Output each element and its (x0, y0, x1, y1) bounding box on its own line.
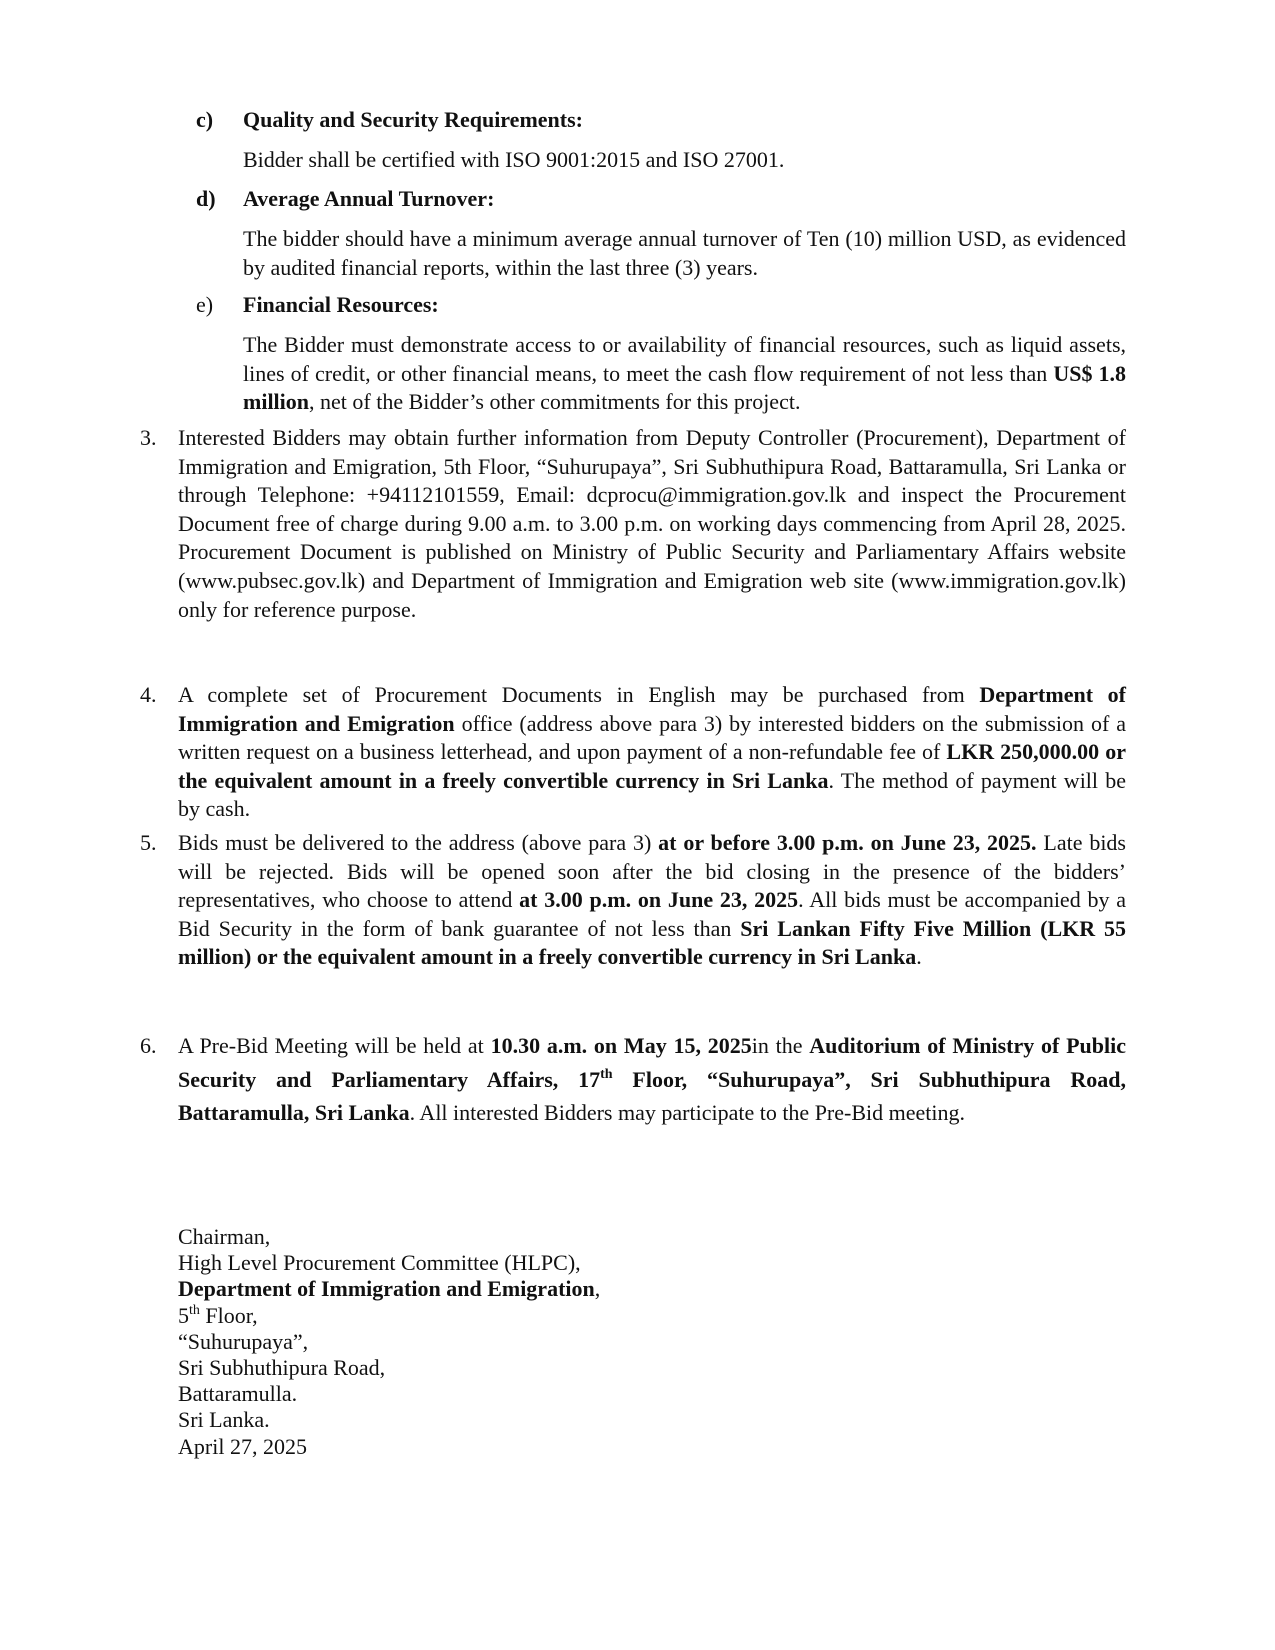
item-label: e) (196, 292, 214, 317)
text-run: A complete set of Procurement Documents in English may be purchased from (178, 682, 980, 707)
item-title: Quality and Security Requirements: (243, 107, 583, 132)
text-run: 5 (178, 1302, 189, 1328)
text-run: The Bidder must demonstrate access to or availability of financial resources, such as liquid assets, lines of credit, or other financial means, to meet the cash flow requirement of not less than (243, 332, 1126, 386)
bold-run: Department of Immigration and Emigration (178, 682, 1126, 736)
signature-committee: High Level Procurement Committee (HLPC), (178, 1250, 581, 1276)
requirement-c (196, 106, 1126, 175)
text-run: , (594, 1276, 601, 1302)
item-label: d) (196, 186, 216, 211)
paragraph-text: Interested Bidders may obtain further information from Deputy Controller (Procurement), Department of Immigration and Emigration, 5th Floor, “Suhurupaya”, Sri Subhuthipura Road, Battaramulla, Sri Lanka or through Telephone: +94112101559, Email: dcprocu@immigration.gov.lk and inspect the Procurement Document free of charge during 9.00 a.m. to 3.00 p.m. on working days commencing from April 28, 2025. Procurement Document is published on Ministry of Public Security and Parliamentary Affairs website (www.pubsec.gov.lk) and Department of Immigration and Emigration web site (www.immigration.gov.lk) only for reference purpose. (178, 425, 1126, 622)
item-label: c) (196, 107, 214, 132)
item-text (243, 331, 1126, 417)
bold-run: at or before 3.00 p.m. on June 23, 2025. (658, 830, 1037, 855)
text-run: . The method of payment will be by cash. (178, 767, 1126, 822)
paragraph-number: 4. (140, 682, 157, 707)
requirement-d (196, 185, 1126, 282)
signature-floor (178, 1303, 600, 1329)
signature-block (178, 1224, 600, 1460)
text-run: in the (751, 1033, 810, 1058)
item-text: The bidder should have a minimum average annual turnover of Ten (10) million USD, as evidenced by audited financial reports, within the last three (3) years. (243, 226, 1126, 280)
bold-run: Sri Lankan Fifty Five Million (LKR 55 million) or the equivalent amount in a freely convertible currency in Sri Lanka (178, 915, 1126, 970)
bold-run: at 3.00 p.m. on June 23, 2025 (519, 887, 799, 913)
signature-city: Battaramulla. (178, 1381, 298, 1407)
bold-run: US$ 1.8 million (243, 360, 1127, 415)
bold-run: Auditorium of Ministry of Public Security and Parliamentary Affairs, 17 (178, 1033, 1127, 1092)
text-run: Bids must be delivered to the address (above para 3) (178, 830, 659, 855)
signature-date: April 27, 2025 (178, 1433, 307, 1459)
paragraph-text (178, 1029, 1126, 1130)
bold-run: Floor, “Suhurupaya”, Sri Subhuthipura Road, Battaramulla, Sri Lanka (178, 1066, 1126, 1125)
signature-building: “Suhurupaya”, (178, 1328, 309, 1354)
item-title: Average Annual Turnover: (243, 186, 495, 211)
paragraph-3 (140, 424, 1126, 624)
paragraph-text (178, 681, 1126, 824)
paragraph-number: 5. (140, 830, 157, 855)
bold-run: LKR 250,000.00 or the equivalent amount in a freely convertible currency in Sri Lanka (178, 739, 1126, 793)
text-run: A Pre-Bid Meeting will be held at (178, 1033, 491, 1058)
signature-department (178, 1276, 600, 1302)
paragraph-4 (140, 681, 1126, 824)
paragraph-5 (140, 829, 1126, 972)
text-run: . All interested Bidders may participate to the Pre-Bid meeting. (409, 1100, 966, 1125)
requirement-e (196, 291, 1126, 417)
text-run: . (916, 944, 922, 970)
text-run: . All bids must be accompanied by a Bid Security in the form of bank guarantee of not less than (178, 887, 1127, 941)
signature-country: Sri Lanka. (178, 1407, 270, 1433)
text-run: Late bids will be rejected. Bids will be opened soon after the bid closing in the presence of the bidders’ representatives, who choose to attend (178, 830, 1126, 913)
paragraph-6 (140, 1029, 1126, 1130)
paragraph-number: 3. (140, 425, 157, 450)
superscript: th (600, 1066, 613, 1082)
item-title: Financial Resources: (243, 292, 439, 317)
signature-title: Chairman, (178, 1224, 271, 1249)
text-run: , net of the Bidder’s other commitments for this project. (309, 389, 801, 415)
paragraph-number: 6. (140, 1033, 157, 1058)
bold-run: 10.30 a.m. on May 15, 2025 (490, 1033, 752, 1058)
text-run: Floor, (199, 1302, 258, 1328)
paragraph-text (178, 829, 1126, 972)
signature-road: Sri Subhuthipura Road, (178, 1355, 386, 1381)
text-run: office (address above para 3) by interested bidders on the submission of a written request on a business letterhead, and upon payment of a non-refundable fee of (178, 710, 1126, 765)
bold-run: Department of Immigration and Emigration (178, 1276, 595, 1302)
superscript: th (189, 1302, 200, 1318)
item-text: Bidder shall be certified with ISO 9001:2015 and ISO 27001. (243, 147, 785, 172)
